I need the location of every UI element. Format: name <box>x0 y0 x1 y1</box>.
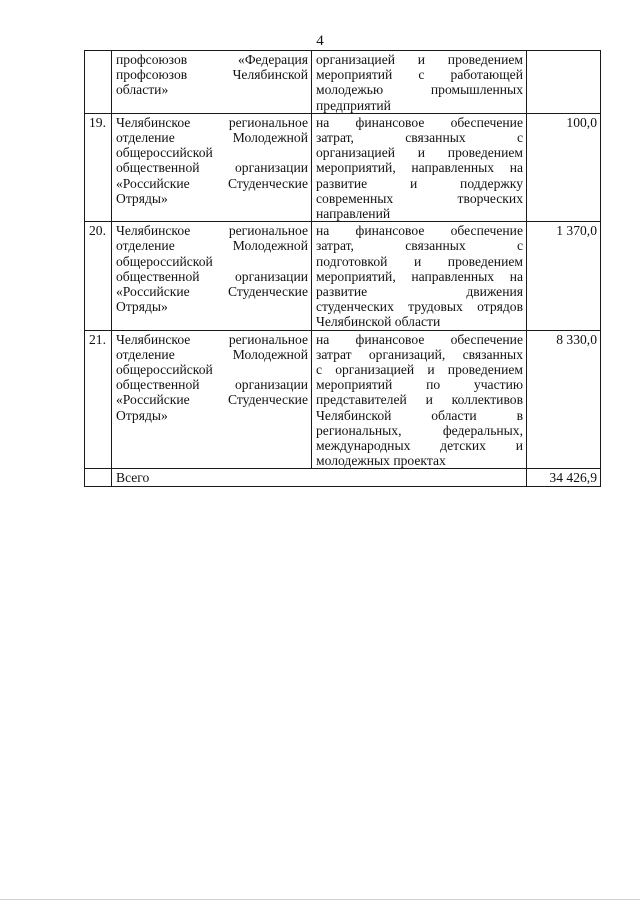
purpose-line: организацией и проведением <box>316 52 523 67</box>
org-line: профсоюзов Челябинской <box>116 67 308 83</box>
org-line: профсоюзов «Федерация <box>116 52 308 67</box>
purpose-line: направлений <box>316 206 391 222</box>
purpose-line: международных детских и <box>316 438 523 454</box>
org-line: «Российские Студенческие <box>116 284 308 300</box>
org-line: Отряды» <box>116 299 168 315</box>
purpose-line: мероприятий по участию <box>316 377 523 393</box>
org-line: отделение Молодежной <box>116 130 308 146</box>
purpose-line: подготовкой и проведением <box>316 253 523 269</box>
org-line: Челябинское региональное <box>116 114 308 130</box>
org-line: общероссийской <box>116 362 213 378</box>
purpose-line: студенческих трудовых отрядов <box>316 299 523 315</box>
grant-purpose <box>312 330 527 469</box>
purpose-line: современных творческих <box>316 190 523 206</box>
recipient-organization <box>112 330 312 469</box>
purpose-line: представителей и коллективов <box>316 392 523 408</box>
total-label: Всего <box>112 469 527 486</box>
org-line: Отряды» <box>116 190 168 206</box>
org-line: общественной организации <box>116 160 308 176</box>
purpose-line: развитие движения <box>316 284 523 300</box>
purpose-line: организацией и проведением <box>316 145 523 161</box>
purpose-line: мероприятий с работающей <box>316 67 523 83</box>
row-number: 20. <box>85 222 112 330</box>
grant-purpose <box>312 51 527 114</box>
recipient-organization <box>112 222 312 330</box>
purpose-line: региональных, федеральных, <box>316 422 523 438</box>
total-amount: 34 426,9 <box>527 469 601 486</box>
grant-purpose <box>312 113 527 221</box>
grant-purpose <box>312 222 527 330</box>
purpose-line: молодежных проектах <box>316 453 446 469</box>
row-number: 19. <box>85 113 112 221</box>
org-line: Челябинское региональное <box>116 331 308 347</box>
purpose-line: Челябинской области в <box>316 407 523 423</box>
purpose-line: с организацией и проведением <box>316 362 523 378</box>
purpose-line: на финансовое обеспечение <box>316 223 523 239</box>
page-number: 4 <box>316 33 324 49</box>
purpose-line: затрат организаций, связанных <box>316 346 523 362</box>
row-number: 21. <box>85 330 112 469</box>
grant-amount <box>527 51 601 114</box>
org-line: отделение Молодежной <box>116 238 308 254</box>
purpose-line: предприятий <box>316 97 391 113</box>
grant-amount: 1 370,0 <box>527 222 601 330</box>
grant-amount: 100,0 <box>527 113 601 221</box>
org-line: общественной организации <box>116 268 308 284</box>
org-line: общероссийской <box>116 253 213 269</box>
grant-amount: 8 330,0 <box>527 330 601 469</box>
purpose-line: затрат, связанных с <box>316 238 523 254</box>
table-row-total <box>85 469 601 486</box>
org-line: «Российские Студенческие <box>116 392 308 408</box>
purpose-line: молодежью промышленных <box>316 82 523 98</box>
recipient-organization <box>112 113 312 221</box>
org-line: «Российские Студенческие <box>116 175 308 191</box>
table-row-continued <box>85 51 601 114</box>
org-line: Челябинское региональное <box>116 223 308 239</box>
purpose-line: мероприятий, направленных на <box>316 268 523 284</box>
purpose-line: затрат, связанных с <box>316 130 523 146</box>
purpose-line: Челябинской области <box>316 314 441 330</box>
org-line: отделение Молодежной <box>116 346 308 362</box>
purpose-line: мероприятий, направленных на <box>316 160 523 176</box>
org-line: области» <box>116 82 169 98</box>
purpose-line: развитие и поддержку <box>316 175 523 191</box>
table-row-19 <box>85 113 601 221</box>
total-number-cell <box>85 469 112 486</box>
page-bottom-rule <box>0 899 640 900</box>
table-row-20 <box>85 222 601 330</box>
purpose-line: на финансовое обеспечение <box>316 114 523 130</box>
org-line: общественной организации <box>116 377 308 393</box>
grants-table <box>84 50 601 487</box>
org-line: Отряды» <box>116 407 168 423</box>
org-line: общероссийской <box>116 145 213 161</box>
row-number <box>85 51 112 114</box>
table-row-21 <box>85 330 601 469</box>
recipient-organization <box>112 51 312 114</box>
purpose-line: на финансовое обеспечение <box>316 331 523 347</box>
